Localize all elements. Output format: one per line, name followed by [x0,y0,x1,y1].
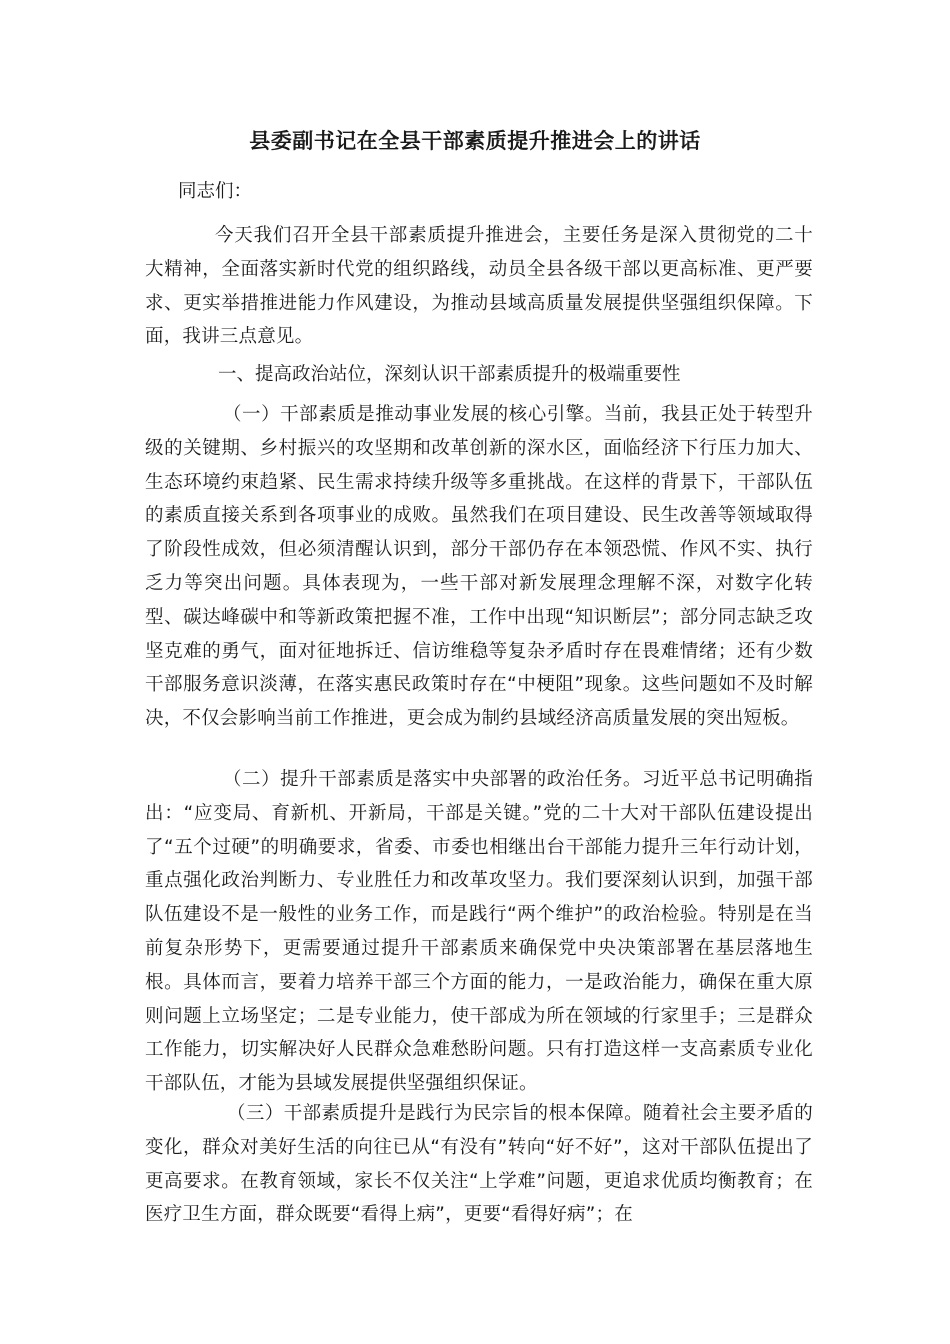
body-paragraph-1: （一）干部素质是推动事业发展的核心引擎。当前，我县正处于转型升级的关键期、乡村振兴的攻坚期和改革创新的深水区，面临经济下行压力加大、生态环境约束趋紧、民生需求持续升级等多重挑战。在这样的背景下，干部队伍的素质直接关系到各项事业的成败。虽然我们在项目建设、民生改善等领域取得了阶段性成效，但必须清醒认识到，部分干部仍存在本领恐慌、作风不实、执行乏力等突出问题。具体表现为，一些干部对新发展理念理解不深，对数字化转型、碳达峰碳中和等新政策把握不准，工作中出现“知识断层”；部分同志缺乏攻坚克难的勇气，面对征地拆迁、信访维稳等复杂矛盾时存在畏难情绪；还有少数干部服务意识淡薄，在落实惠民政策时存在“中梗阻”现象。这些问题如不及时解决，不仅会影响当前工作推进，更会成为制约县域经济高质量发展的突出短板。 [145,404,813,730]
document-title: 县委副书记在全县干部素质提升推进会上的讲话 [249,129,701,153]
salutation: 同志们： [178,181,253,202]
body-paragraph-3: （三）干部素质提升是践行为民宗旨的根本保障。随着社会主要矛盾的变化，群众对美好生活的向往已从“有没有”转向“好不好”，这对干部队伍提出了更高要求。在教育领域，家长不仅关注“上学难”问题，更追求优质均衡教育；在医疗卫生方面，群众既要“看得上病”，更要“看得好病”；在 [145,1103,813,1226]
intro-paragraph: 今天我们召开全县干部素质提升推进会，主要任务是深入贯彻党的二十大精神，全面落实新时代党的组织路线，动员全县各级干部以更高标准、更严要求、更实举措推进能力作风建设，为推动县域高质量发展提供坚强组织保障。下面，我讲三点意见。 [145,225,813,348]
section-heading-1: 一、提高政治站位，深刻认识干部素质提升的极端重要性 [218,364,681,385]
body-paragraph-2: （二）提升干部素质是落实中央部署的政治任务。习近平总书记明确指出：“应变局、育新机、开新局，干部是关键。”党的二十大对干部队伍建设提出了“五个过硬”的明确要求，省委、市委也相继出台干部能力提升三年行动计划，重点强化政治判断力、专业胜任力和改革攻坚力。我们要深刻认识到，加强干部队伍建设不是一般性的业务工作，而是践行“两个维护”的政治检验。特别是在当前复杂形势下，更需要通过提升干部素质来确保党中央决策部署在基层落地生根。具体而言，要着力培养干部三个方面的能力，一是政治能力，确保在重大原则问题上立场坚定；二是专业能力，使干部成为所在领域的行家里手；三是群众工作能力，切实解决好人民群众急难愁盼问题。只有打造这样一支高素质专业化干部队伍，才能为县域发展提供坚强组织保证。 [145,769,813,1095]
